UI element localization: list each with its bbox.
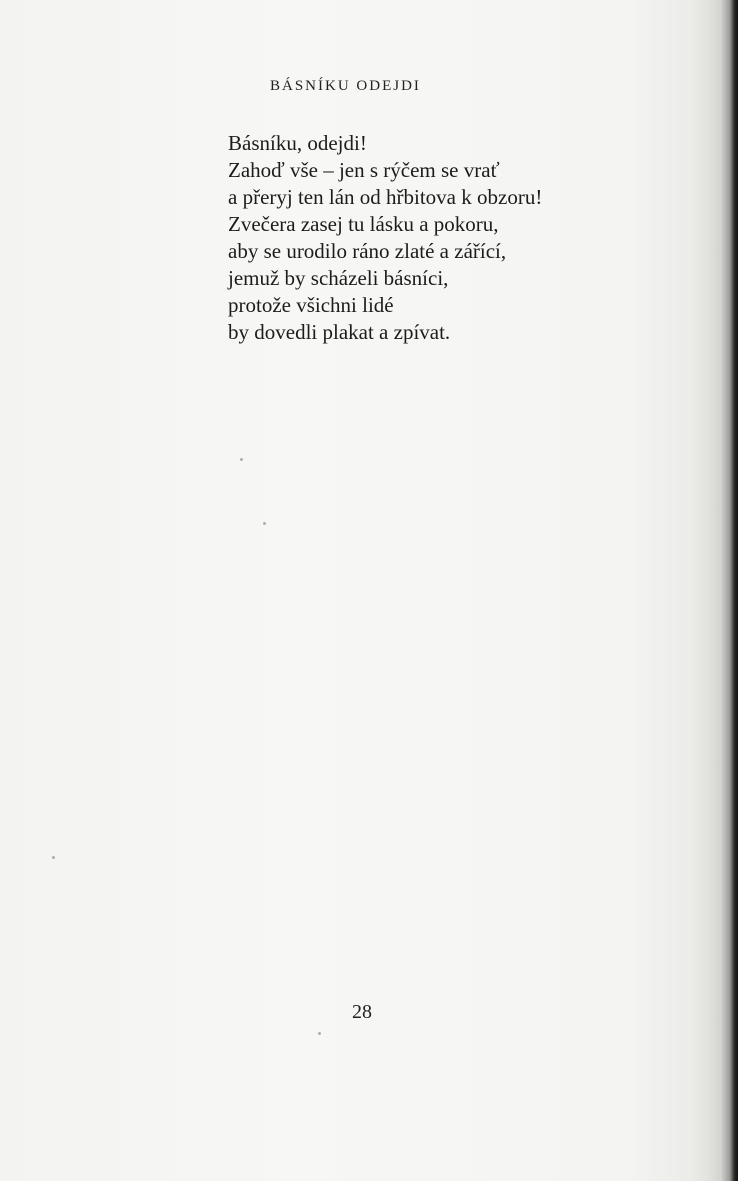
paper-speck	[263, 522, 266, 525]
poem-line: Zvečera zasej tu lásku a pokoru,	[228, 212, 499, 236]
page-right-edge	[720, 0, 738, 1181]
poem-line: protože všichni lidé	[228, 293, 394, 317]
poem-line: by dovedli plakat a zpívat.	[228, 320, 451, 344]
running-title: BÁSNÍKU ODEJDI	[270, 78, 421, 94]
poem-line: Zahoď vše – jen s rýčem se vrať	[228, 158, 500, 182]
paper-speck	[240, 458, 243, 461]
poem-line: Básníku, odejdi!	[228, 131, 367, 155]
paper-speck	[52, 856, 55, 859]
poem-line: aby se urodilo ráno zlaté a zářící,	[228, 239, 507, 263]
paper-speck	[318, 1032, 321, 1035]
poem	[228, 130, 628, 346]
page-number: 28	[352, 1001, 372, 1023]
poem-line: a přeryj ten lán od hřbitova k obzoru!	[228, 185, 543, 209]
poem-line: jemuž by scházeli básníci,	[228, 266, 449, 290]
page-edge-shadow	[690, 0, 720, 1181]
